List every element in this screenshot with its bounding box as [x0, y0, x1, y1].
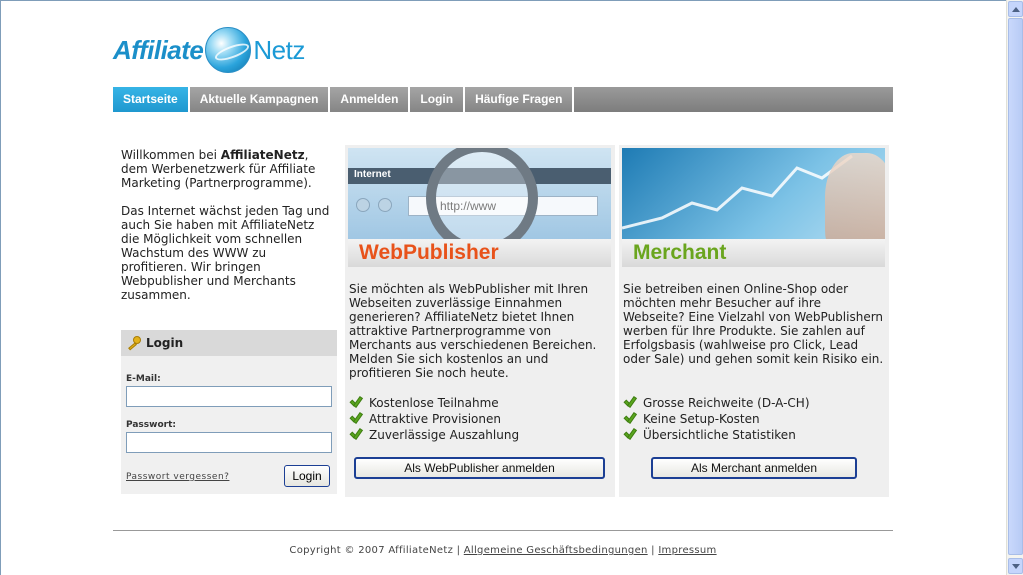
list-item — [349, 427, 611, 443]
feature-label: Keine Setup-Kosten — [643, 412, 760, 426]
login-box — [121, 330, 337, 494]
intro-paragraph-1 — [121, 148, 331, 190]
intro-text — [121, 148, 331, 316]
address-bar-text: http://www — [440, 199, 497, 213]
intro-paragraph-2: Das Internet wächst jeden Tag und auch Sie haben mit AffiliateNetz die Möglichkeit vom schnellen Wachstum des WWW zu profitieren. Wir bringen Webpublisher und Merchants zusammen. — [121, 204, 330, 302]
logo[interactable] — [113, 26, 305, 74]
login-header — [121, 330, 337, 356]
footer-divider — [113, 530, 893, 531]
checkmark-icon — [349, 396, 363, 410]
forgot-password-link[interactable]: Passwort vergessen? — [126, 472, 230, 482]
list-item — [349, 395, 611, 411]
checkmark-icon — [349, 428, 363, 442]
scrollbar-thumb[interactable] — [1008, 18, 1023, 555]
merchant-banner-image — [622, 148, 885, 242]
merchant-title: Merchant — [622, 239, 885, 267]
checkmark-icon — [349, 412, 363, 426]
merchant-description: Sie betreiben einen Online-Shop oder möchten mehr Besucher auf ihre Webseite? Eine Vielzahl von WebPublishern werben für Ihre Produkte. Sie zahlen auf Erfolgsbasis (wahlweise pro Click, Lead oder Sale) und gehen somit kein Risiko ein. — [623, 282, 884, 366]
feature-label: Übersichtliche Statistiken — [643, 428, 796, 442]
password-field[interactable] — [126, 432, 332, 453]
nav-item-haeufige-fragen[interactable]: Häufige Fragen — [465, 87, 574, 112]
intro-p1-pre: Willkommen bei — [121, 148, 221, 162]
copyright-text: Copyright © 2007 AffiliateNetz | — [289, 545, 461, 556]
login-button[interactable]: Login — [284, 465, 330, 487]
feature-label: Kostenlose Teilnahme — [369, 396, 499, 410]
agb-link[interactable]: Allgemeine Geschäftsbedingungen — [463, 545, 648, 556]
intro-p1-post: , dem Werbenetzwerk für Affiliate Marketing (Partnerprogramme). — [121, 148, 316, 190]
key-icon — [126, 335, 142, 351]
list-item — [349, 411, 611, 427]
feature-label: Grosse Reichweite (D-A-CH) — [643, 396, 810, 410]
impressum-link[interactable]: Impressum — [658, 545, 717, 556]
intro-brand: AffiliateNetz — [220, 148, 305, 162]
nav-item-anmelden[interactable]: Anmelden — [330, 87, 410, 112]
nav-item-login[interactable]: Login — [410, 87, 465, 112]
footer — [113, 545, 893, 556]
list-item — [623, 427, 885, 443]
person-image — [825, 153, 885, 242]
list-item — [623, 411, 885, 427]
checkmark-icon — [623, 428, 637, 442]
email-label: E-Mail: — [126, 374, 161, 384]
globe-icon — [205, 27, 251, 73]
webpublisher-panel — [345, 145, 615, 497]
nav-item-aktuelle-kampagnen[interactable]: Aktuelle Kampagnen — [190, 87, 331, 112]
main-nav — [113, 87, 893, 112]
merchant-panel — [619, 145, 889, 497]
checkmark-icon — [623, 396, 637, 410]
login-title: Login — [146, 336, 184, 350]
feature-label: Zuverlässige Auszahlung — [369, 428, 520, 442]
merchant-features — [623, 395, 885, 443]
forward-icon — [378, 198, 392, 212]
footer-separator: | — [651, 545, 655, 556]
webpublisher-features — [349, 395, 611, 443]
list-item — [623, 395, 885, 411]
nav-item-startseite[interactable]: Startseite — [113, 87, 190, 112]
webpublisher-title: WebPublisher — [348, 239, 611, 267]
browser-bar-label: Internet — [354, 169, 391, 180]
vertical-scrollbar[interactable] — [1006, 0, 1023, 575]
email-field[interactable] — [126, 386, 332, 407]
merchant-register-button[interactable]: Als Merchant anmelden — [651, 457, 857, 479]
scroll-up-icon[interactable] — [1008, 1, 1023, 17]
password-label: Passwort: — [126, 420, 176, 430]
logo-text-right: Netz — [253, 34, 305, 65]
scroll-down-icon[interactable] — [1008, 558, 1023, 574]
webpublisher-banner-image — [348, 148, 611, 242]
logo-text-left: Affiliate — [113, 34, 204, 65]
checkmark-icon — [623, 412, 637, 426]
webpublisher-register-button[interactable]: Als WebPublisher anmelden — [354, 457, 605, 479]
webpublisher-description: Sie möchten als WebPublisher mit Ihren Webseiten zuverlässige Einnahmen generieren? AffiliateNetz bietet Ihnen attraktive Partnerprogramme von Merchants aus verschiedenen Bereichen. Melden Sie sich kostenlos an und profitieren Sie noch heute. — [349, 282, 597, 380]
magnifier-icon — [426, 148, 538, 242]
back-icon — [356, 198, 370, 212]
feature-label: Attraktive Provisionen — [369, 412, 501, 426]
